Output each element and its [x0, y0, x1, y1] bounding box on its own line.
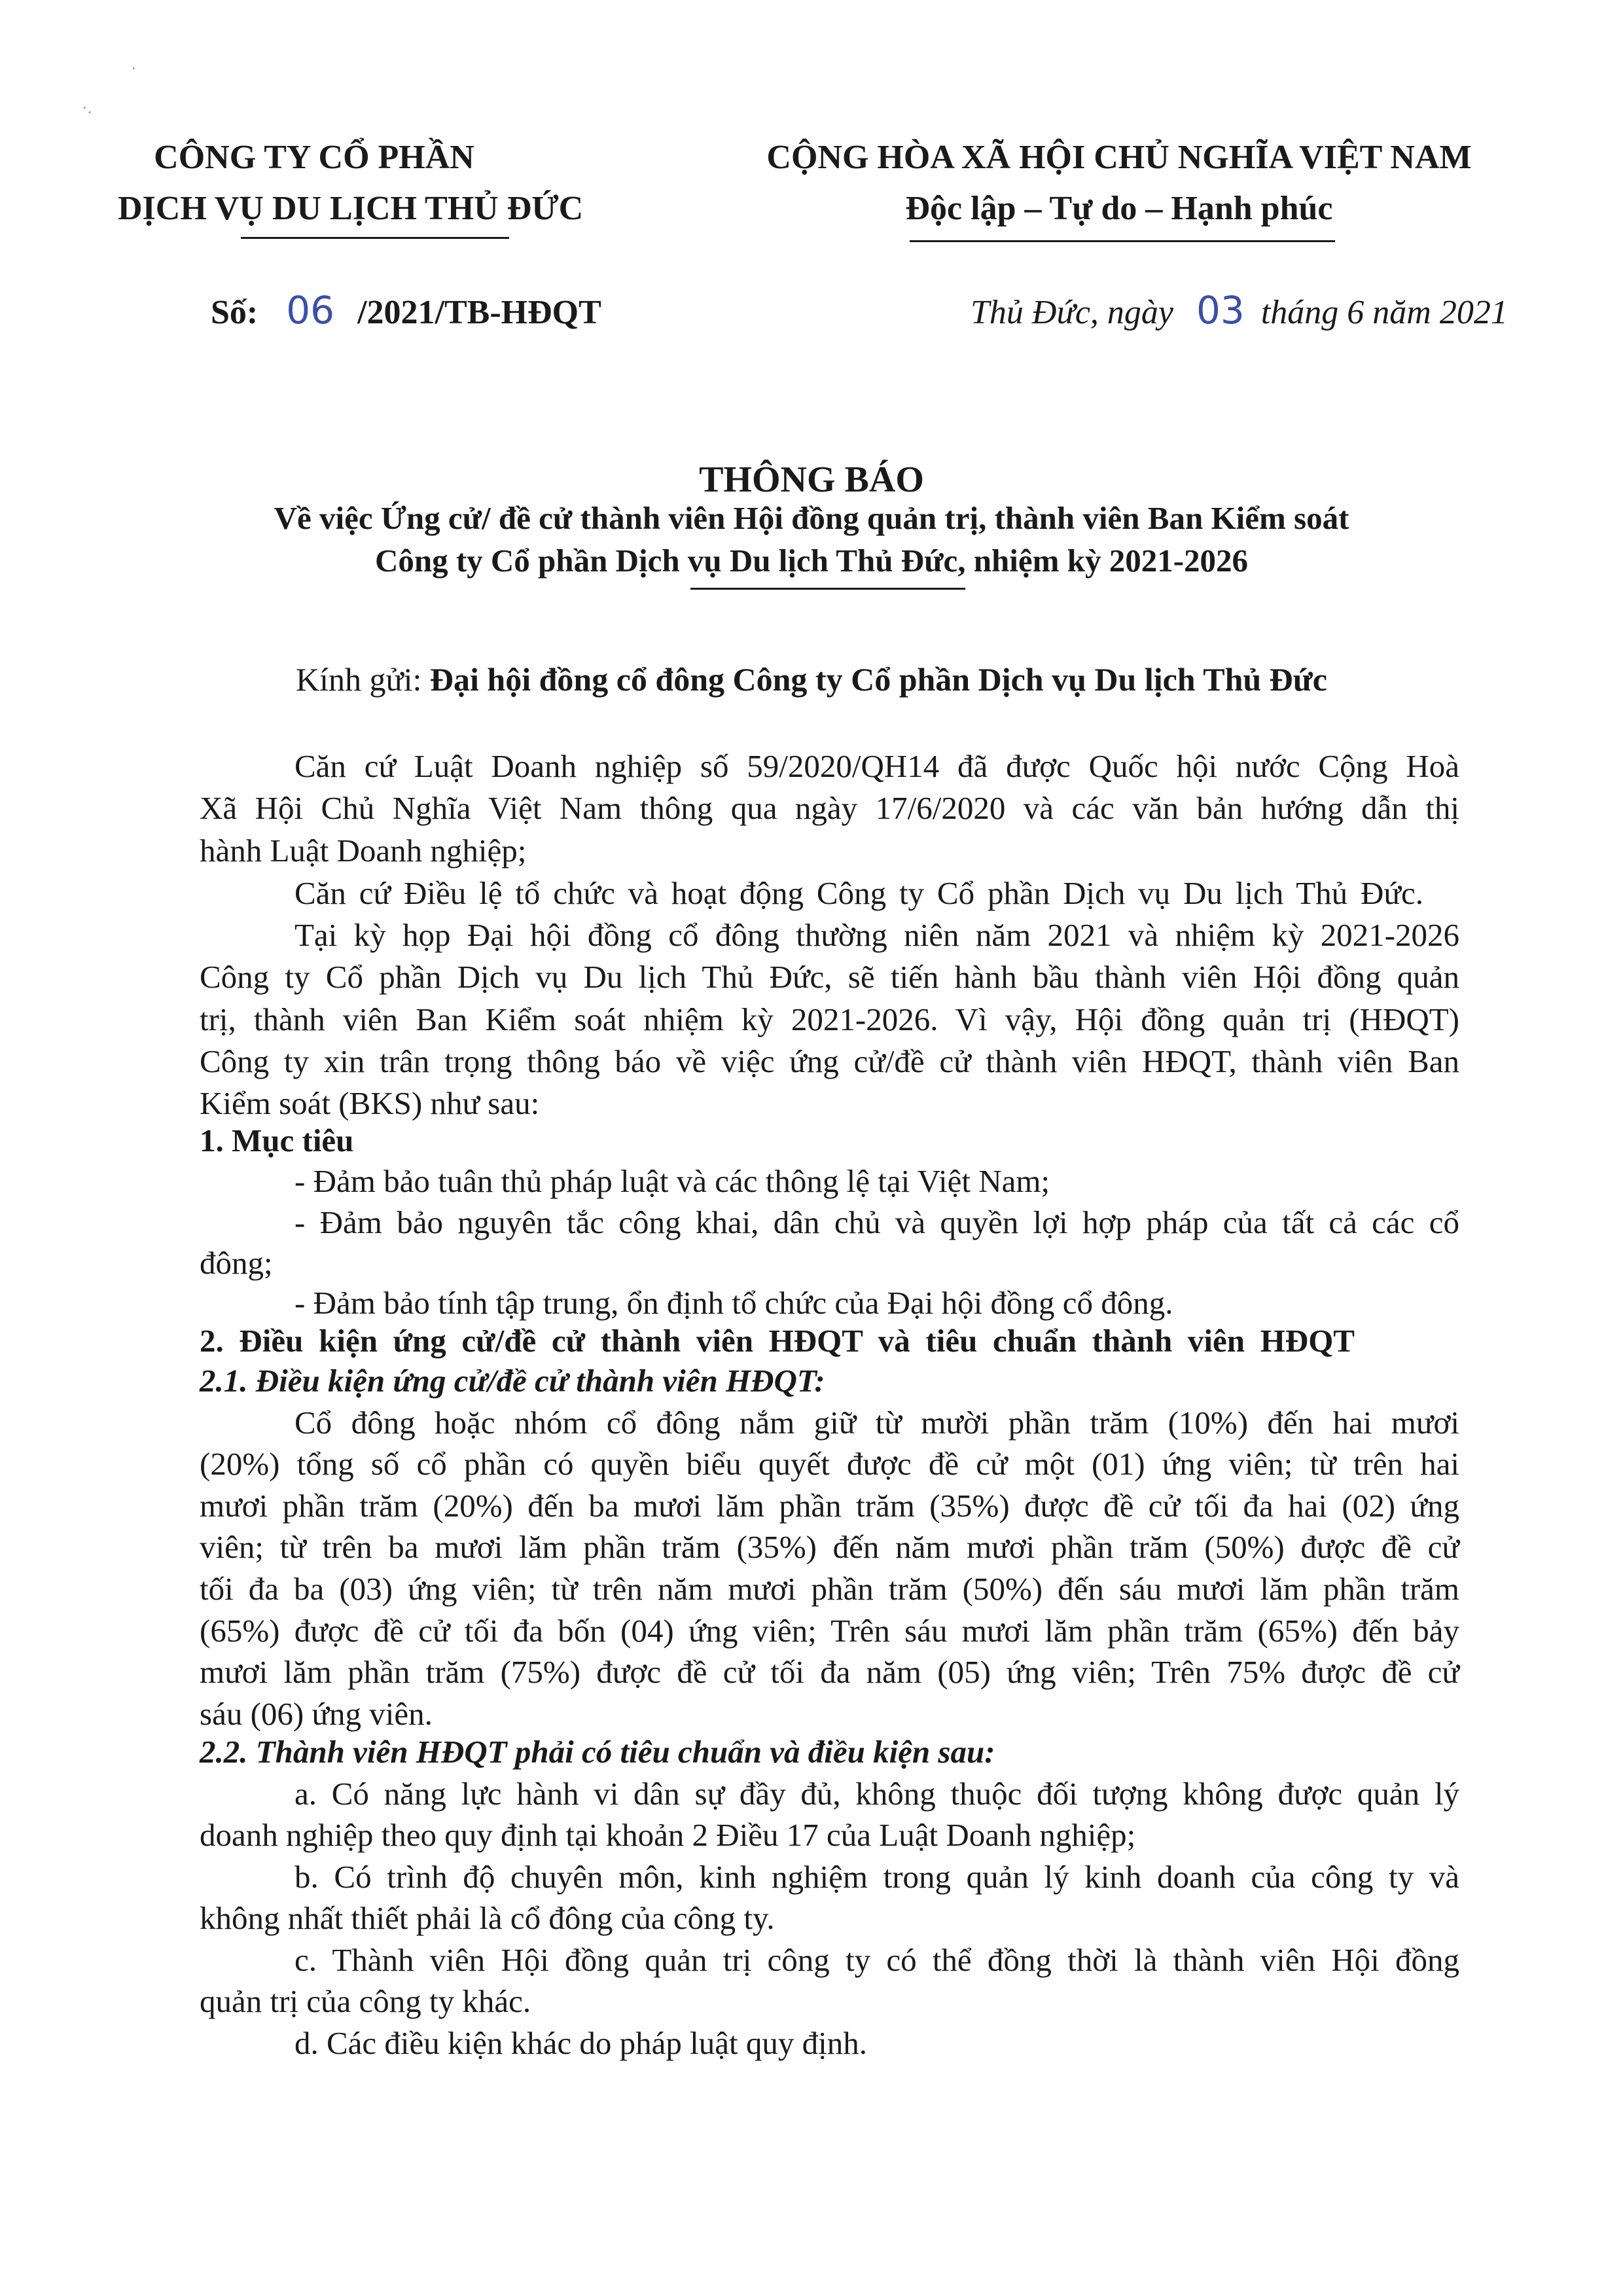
body-line: trị, thành viên Ban Kiểm soát nhiệm kỳ 2021-2026. Vì vậy, Hội đồng quản trị (HĐQT): [200, 1001, 1459, 1037]
body-line: Tại kỳ họp Đại hội đồng cổ đông thường niên năm 2021 và nhiệm kỳ 2021-2026: [294, 917, 1459, 953]
body-line: doanh nghiệp theo quy định tại khoản 2 Điều 17 của Luật Doanh nghiệp;: [200, 1817, 1136, 1853]
body-line: hành Luật Doanh nghiệp;: [200, 833, 527, 869]
addressee-label: Kính gửi:: [296, 661, 422, 698]
body-line: Công ty Cổ phần Dịch vụ Du lịch Thủ Đức, sẽ tiến hành bầu thành viên Hội đồng quản: [200, 959, 1459, 995]
notice-subject-line2: Công ty Cổ phần Dịch vụ Du lịch Thủ Đức, nhiệm kỳ 2021-2026: [374, 543, 1249, 579]
scan-speck: ·.: [82, 98, 92, 117]
body-line: viên; từ trên ba mươi lăm phần trăm (35%) đến năm mươi phần trăm (50%) được đề cử: [200, 1529, 1459, 1565]
national-motto: Độc lập – Tự do – Hạnh phúc: [905, 190, 1333, 227]
body-line: (65%) được đề cử tối đa bốn (04) ứng viên; Trên sáu mươi lăm phần trăm (65%) đến bảy: [200, 1613, 1459, 1649]
notice-heading: THÔNG BÁO: [699, 459, 924, 500]
document-number: [211, 288, 601, 332]
company-underline: [241, 237, 509, 239]
body-line: mươi phần trăm (20%) đến ba mươi lăm phần trăm (35%) được đề cử tối đa hai (02) ứng: [200, 1488, 1459, 1524]
body-line: mươi lăm phần trăm (75%) được đề cử tối đa năm (05) ứng viên; Trên 75% được đề cử: [200, 1654, 1459, 1690]
body-line: b. Có trình độ chuyên môn, kinh nghiệm trong quản lý kinh doanh của công ty và: [294, 1859, 1459, 1895]
body-line: Xã Hội Chủ Nghĩa Việt Nam thông qua ngày 17/6/2020 và các văn bản hướng dẫn thị: [200, 790, 1459, 826]
body-line: Căn cứ Điều lệ tổ chức và hoạt động Công ty Cổ phần Dịch vụ Du lịch Thủ Đức.: [294, 875, 1423, 911]
scan-speck: ·: [131, 59, 137, 78]
motto-underline: [910, 240, 1335, 242]
company-name-line1: CÔNG TY CỔ PHẦN: [154, 139, 474, 176]
subsection-heading: 2.1. Điều kiện ứng cử/đề cử thành viên HĐQT:: [200, 1363, 825, 1399]
date-prefix: Thủ Đức, ngày: [971, 294, 1173, 331]
addressee-recipient: Đại hội đồng cổ đông Công ty Cổ phần Dịch vụ Du lịch Thủ Đức: [429, 661, 1327, 698]
handwritten-number: 06: [286, 288, 335, 332]
body-line: (20%) tổng số cổ phần có quyền biểu quyết được đề cử một (01) ứng viên; từ trên hai: [200, 1446, 1459, 1482]
title-underline: [690, 588, 965, 590]
document-number-label: Số:: [211, 294, 259, 331]
national-title: CỘNG HÒA XÃ HỘI CHỦ NGHĨA VIỆT NAM: [766, 139, 1472, 176]
body-line: tối đa ba (03) ứng viên; từ trên năm mươi phần trăm (50%) đến sáu mươi lăm phần trăm: [200, 1571, 1459, 1607]
handwritten-day: 03: [1196, 288, 1245, 332]
section-heading: 1. Mục tiêu: [200, 1122, 354, 1158]
company-name-line2: DỊCH VỤ DU LỊCH THỦ ĐỨC: [118, 190, 584, 227]
body-line: không nhất thiết phải là cổ đông của công ty.: [200, 1900, 775, 1936]
notice-subject-line1: Về việc Ứng cử/ đề cử thành viên Hội đồng quản trị, thành viên Ban Kiểm soát: [274, 500, 1349, 536]
body-line: Cổ đông hoặc nhóm cổ đông nắm giữ từ mười phần trăm (10%) đến hai mươi: [294, 1405, 1459, 1441]
body-line: Căn cứ Luật Doanh nghiệp số 59/2020/QH14 đã được Quốc hội nước Cộng Hoà: [294, 748, 1459, 784]
body-line: sáu (06) ứng viên.: [200, 1696, 433, 1732]
body-line: a. Có năng lực hành vi dân sự đầy đủ, không thuộc đối tượng không được quản lý: [294, 1776, 1459, 1812]
list-item: - Đảm bảo tuân thủ pháp luật và các thông lệ tại Việt Nam;: [294, 1163, 1050, 1199]
body-line: d. Các điều kiện khác do pháp luật quy định.: [294, 2025, 867, 2061]
body-line: c. Thành viên Hội đồng quản trị công ty có thể đồng thời là thành viên Hội đồng: [294, 1942, 1459, 1978]
date-suffix: tháng 6 năm 2021: [1260, 294, 1508, 331]
subsection-heading: 2.2. Thành viên HĐQT phải có tiêu chuẩn và điều kiện sau:: [200, 1734, 995, 1770]
document-number-suffix: /2021/TB-HĐQT: [357, 294, 601, 331]
list-item-continuation: đông;: [200, 1245, 273, 1281]
body-line: Kiểm soát (BKS) như sau:: [200, 1085, 540, 1121]
list-item: - Đảm bảo nguyên tắc công khai, dân chủ và quyền lợi hợp pháp của tất cả các cổ: [294, 1204, 1459, 1240]
body-line: quản trị của công ty khác.: [200, 1983, 531, 2019]
body-line: Công ty xin trân trọng thông báo về việc ứng cử/đề cử thành viên HĐQT, thành viên Ban: [200, 1043, 1459, 1079]
date-line: [971, 288, 1508, 332]
section-heading: 2. Điều kiện ứng cử/đề cử thành viên HĐQT và tiêu chuẩn thành viên HĐQT: [200, 1323, 1355, 1359]
addressee: [0, 663, 1623, 696]
list-item: - Đảm bảo tính tập trung, ổn định tổ chức của Đại hội đồng cổ đông.: [294, 1285, 1173, 1321]
